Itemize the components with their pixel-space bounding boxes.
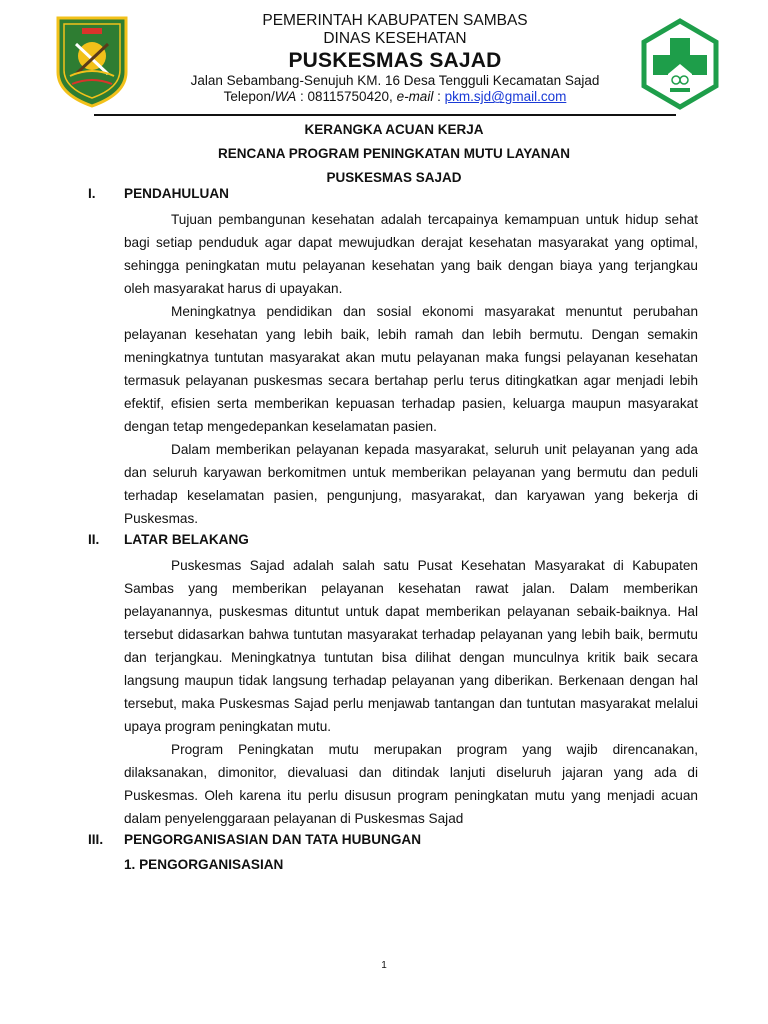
subsection-heading: 1. PENGORGANISASIAN [124, 857, 284, 872]
department-name: DINAS KESEHATAN [323, 30, 467, 48]
paragraph: Puskesmas Sajad adalah salah satu Pusat Kesehatan Masyarakat di Kabupaten Sambas yang memberikan pelayanan kesehatan rawat jalan. Dalam memberikan pelayanannya, puskesmas dituntut untuk dapat memberikan pelayanan sebaik-baiknya. Hal tersebut didasarkan bahwa tuntutan masyarakat terhadap pelayanan yang lebih baik, bermutu dan terjangkau. Meningkatnya tuntutan bisa dilihat dengan munculnya kritik baik secara langsung maupun tidak langsung terhadap pelayanan yang diberikan. Berkenaan dengan hal tersebut, maka Puskesmas Sajad perlu menjawab tantangan dan tuntutan masyarakat melalui upaya program peningkatan mutu. [124, 558, 698, 734]
section-title: PENGORGANISASIAN DAN TATA HUBUNGAN [124, 832, 422, 847]
document-subtitle: RENCANA PROGRAM PENINGKATAN MUTU LAYANAN [217, 146, 570, 161]
letterhead [140, 12, 650, 105]
wa-label: WA [274, 89, 297, 105]
document-subtitle-institution: PUSKESMAS SAJAD [326, 170, 462, 185]
section-title: LATAR BELAKANG [124, 532, 249, 547]
email-label: e-mail [396, 89, 434, 105]
document-body [88, 184, 698, 878]
government-name: PEMERINTAH KABUPATEN SAMBAS [262, 12, 528, 29]
contact-line [140, 89, 650, 105]
paragraph: Program Peningkatan mutu merupakan program yang wajib direncanakan, dilaksanakan, dimonitor, dievaluasi dan ditindak lanjuti diseluruh jajaran yang ada di Puskesmas. Oleh karena itu perlu disusun program peningkatan mutu yang menjadi acuan dalam penyelenggaraan pelayanan di Puskesmas Sajad [124, 742, 698, 826]
section-heading [88, 530, 698, 554]
paragraph: Meningkatnya pendidikan dan sosial ekonomi masyarakat menuntut perubahan pelayanan kesehatan yang lebih baik, lebih ramah dan lebih bermutu. Dengan semakin meningkatnya tuntutan masyarakat akan mutu pelayanan maka fungsi pelayanan kesehatan termasuk pelayanan puskesmas secara bertahap perlu terus ditingkatkan agar menjadi lebih efektif, efisien serta memberikan kepuasan terhadap pasien, keluarga maupun masyarakat dengan tetap mengedepankan keselamatan pasien. [124, 304, 698, 434]
phone-value: : 08115750420, [296, 89, 397, 105]
email-separator: : [433, 89, 445, 105]
section-number: I. [88, 186, 96, 201]
section-number: II. [88, 532, 100, 547]
document-titles [94, 118, 694, 190]
page-number: 1 [381, 960, 387, 971]
letterhead-divider [94, 114, 676, 116]
institution-name: PUSKESMAS SAJAD [288, 48, 502, 72]
phone-label: Telepon/ [223, 89, 275, 105]
puskesmas-logo-icon [640, 18, 720, 110]
address: Jalan Sebambang-Senujuh KM. 16 Desa Tengguli Kecamatan Sajad [190, 73, 600, 89]
section-heading [88, 184, 698, 208]
section-number: III. [88, 832, 104, 847]
paragraph: Tujuan pembangunan kesehatan adalah tercapainya kemampuan untuk hidup sehat bagi setiap penduduk agar dapat mewujudkan derajat kesehatan masyarakat yang optimal, sehingga peningkatan mutu pelayanan kesehatan yang baik dengan biaya yang terjangkau oleh masyarakat harus di upayakan. [124, 212, 698, 296]
document-title: KERANGKA ACUAN KERJA [304, 122, 484, 137]
section-title: PENDAHULUAN [124, 186, 229, 201]
section-heading [88, 830, 698, 854]
paragraph: Dalam memberikan pelayanan kepada masyarakat, seluruh unit pelayanan yang ada dan seluruh karyawan berkomitmen untuk memberikan pelayanan yang bermutu dan peduli terhadap keselamatan pasien, pengunjung, masyarakat, dan karyawan yang bekerja di Puskesmas. [124, 442, 698, 526]
sambas-regency-emblem-icon [54, 14, 130, 108]
email-link[interactable]: pkm.sjd@gmail.com [444, 89, 567, 105]
